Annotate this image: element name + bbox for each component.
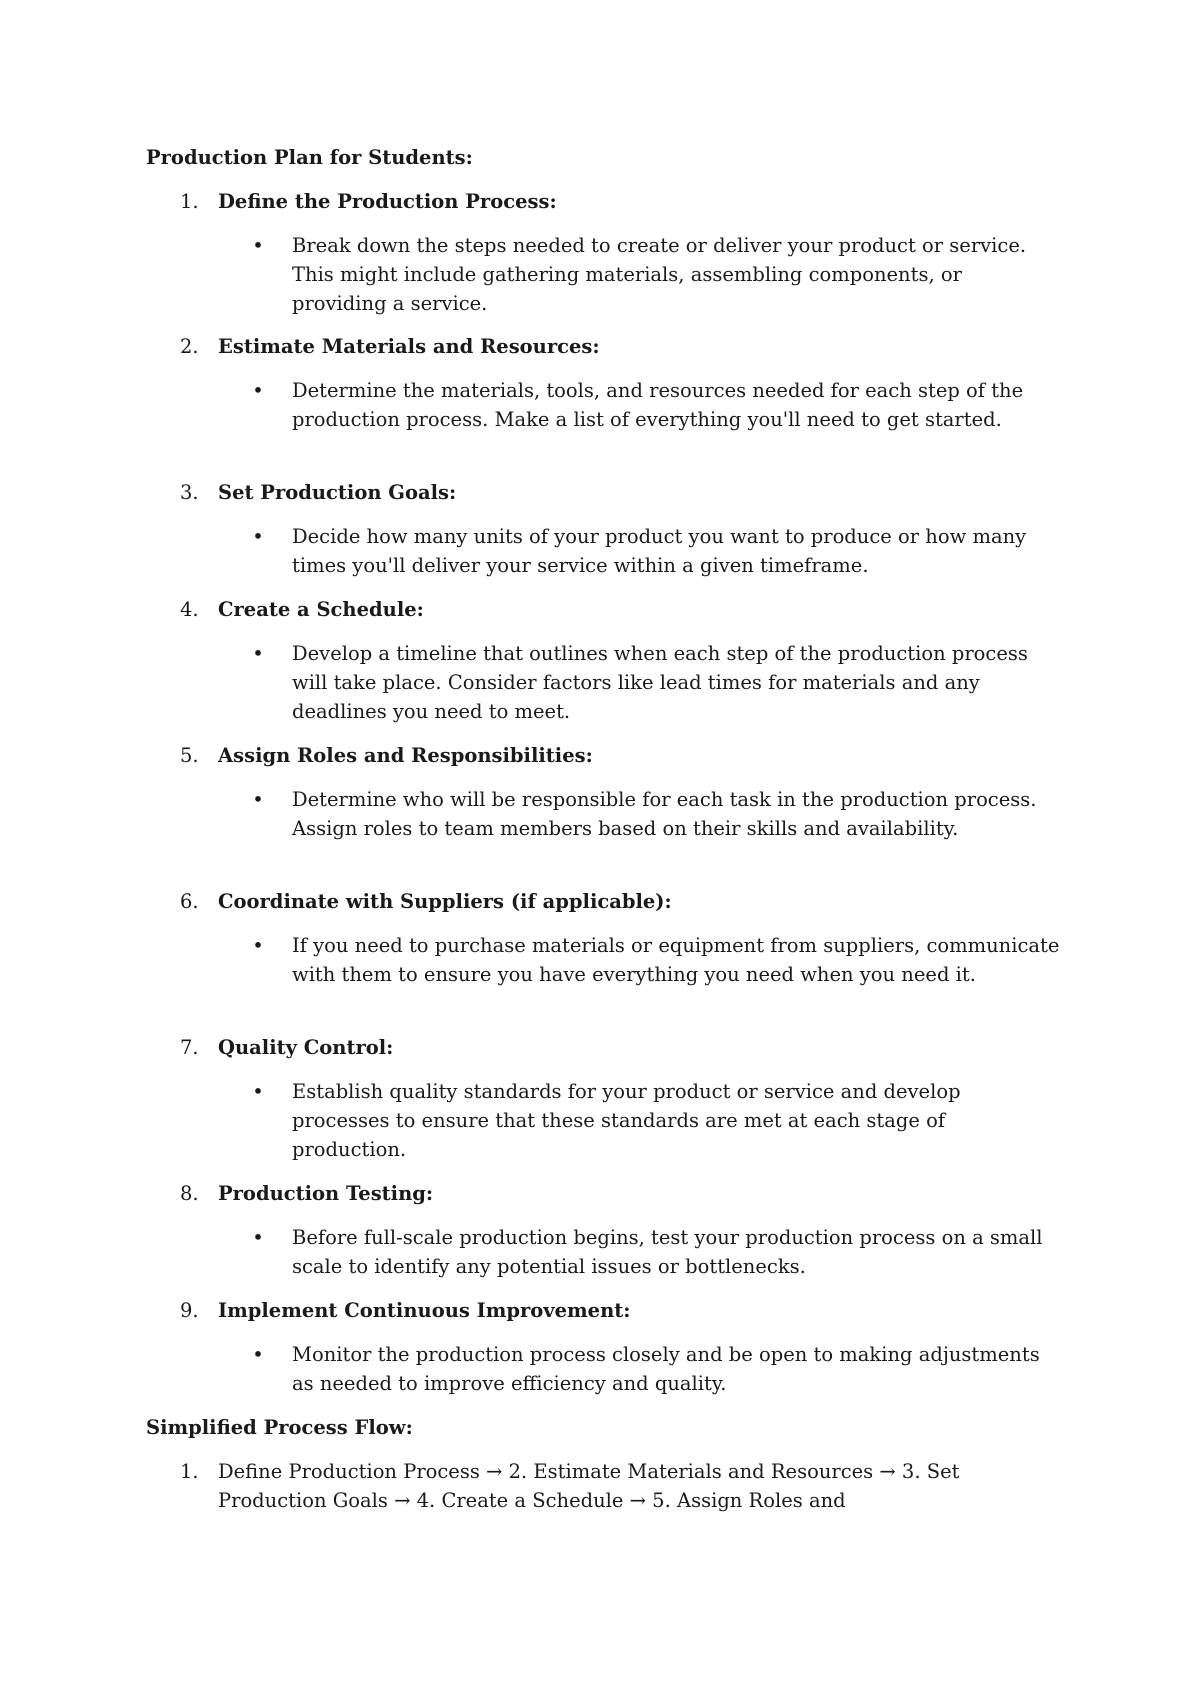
bullet-icon: • <box>252 1080 264 1103</box>
step-title: Set Production Goals: <box>218 481 457 504</box>
step-bullet-text: Develop a timeline that outlines when each step of the production process will take place. Consider factors like lead times for materials and any deadlines you need to meet. <box>292 642 1028 723</box>
step-bullet-text: Monitor the production process closely and be open to making adjustments as needed to improve efficiency and quality. <box>292 1343 1040 1395</box>
bullet-icon: • <box>252 1226 264 1249</box>
document-title: Production Plan for Students: <box>146 146 473 169</box>
step-number: 1. <box>180 190 199 213</box>
bullet-icon: • <box>252 234 264 257</box>
step-number: 5. <box>180 744 199 767</box>
step-number: 7. <box>180 1036 199 1059</box>
step-title: Production Testing: <box>218 1182 434 1205</box>
bullet-icon: • <box>252 642 264 665</box>
step-bullet-text: If you need to purchase materials or equipment from suppliers, communicate with them to ensure you have everything you need when you need it. <box>292 934 1060 986</box>
bullet-icon: • <box>252 934 264 957</box>
bullet-icon: • <box>252 525 264 548</box>
step-number: 4. <box>180 598 199 621</box>
step-number: 6. <box>180 890 199 913</box>
step-number: 3. <box>180 481 199 504</box>
step-number: 8. <box>180 1182 199 1205</box>
bullet-icon: • <box>252 1343 264 1366</box>
step-number: 2. <box>180 335 199 358</box>
step-bullet-text: Determine who will be responsible for each task in the production process. Assign roles to team members based on their skills and availability. <box>292 788 1037 840</box>
step-title: Assign Roles and Responsibilities: <box>218 744 593 767</box>
step-title: Coordinate with Suppliers (if applicable): <box>218 890 672 913</box>
step-bullet-text: Determine the materials, tools, and resources needed for each step of the production process. Make a list of everything you'll need to get started. <box>292 379 1024 431</box>
step-title: Quality Control: <box>218 1036 394 1059</box>
step-title: Implement Continuous Improvement: <box>218 1299 631 1322</box>
step-bullet-text: Before full-scale production begins, test your production process on a small scale to identify any potential issues or bottlenecks. <box>292 1226 1043 1278</box>
step-bullet-text: Decide how many units of your product you want to produce or how many times you'll deliver your service within a given timeframe. <box>292 525 1027 577</box>
step-bullet-text: Break down the steps needed to create or deliver your product or service. This might include gathering materials, assembling components, or providing a service. <box>292 234 1027 315</box>
flow-heading: Simplified Process Flow: <box>146 1416 413 1439</box>
bullet-icon: • <box>252 379 264 402</box>
step-bullet-text: Establish quality standards for your product or service and develop processes to ensure that these standards are met at each stage of production. <box>292 1080 961 1161</box>
bullet-icon: • <box>252 788 264 811</box>
flow-text: Define Production Process → 2. Estimate Materials and Resources → 3. Set Production Goals → 4. Create a Schedule → 5. Assign Roles and <box>218 1460 960 1512</box>
step-title: Create a Schedule: <box>218 598 424 621</box>
step-title: Estimate Materials and Resources: <box>218 335 600 358</box>
step-title: Define the Production Process: <box>218 190 557 213</box>
flow-number: 1. <box>180 1460 199 1483</box>
step-number: 9. <box>180 1299 199 1322</box>
